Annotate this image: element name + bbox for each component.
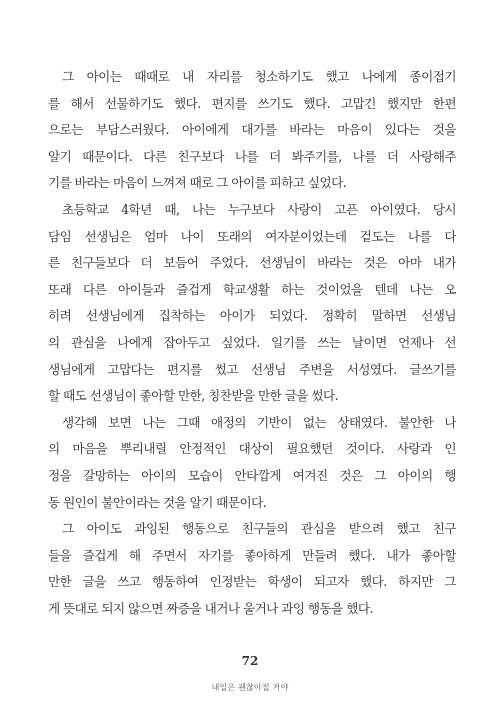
- text-line: 른 친구들보다 더 보듬어 주었다. 선생님이 바라는 것은 아마 내가: [48, 255, 456, 271]
- text-line: 정을 갈망하는 아이의 모습이 안타깝게 여겨진 것은 그 아이의 행: [48, 467, 456, 483]
- text-line: 그 아이도 과잉된 행동으로 친구들의 관심을 받으려 했고 친구: [62, 521, 456, 537]
- text-line: 생각해 보면 나는 그때 애정의 기반이 없는 상태였다. 불안한 나: [62, 414, 456, 430]
- text-line: 게 뜻대로 되지 않으면 짜증을 내거나 울거나 과잉 행동을 했다.: [48, 600, 373, 616]
- text-line: 그 아이는 때때로 내 자리를 청소하기도 했고 나에게 종이접기: [62, 69, 456, 84]
- text-line: 초등학교 4학년 때, 나는 누구보다 사랑이 고픈 아이였다. 당시: [62, 201, 456, 217]
- text-line: 만한 글을 쓰고 행동하여 인정받는 학생이 되고자 했다. 하지만 그: [48, 574, 456, 590]
- text-line: 또래 다른 아이들과 즐겁게 학교생활 하는 것이었을 텐데 나는 오: [48, 281, 456, 297]
- body-text: [48, 64, 456, 622]
- text-line: 기를 바라는 마음이 느껴져 때로 그 아이를 피하고 싶었다.: [48, 175, 347, 191]
- text-line: 담임 선생님은 엄마 나이 또래의 여자분이었는데 겉도는 나를 다: [48, 228, 456, 244]
- text-line: 알기 때문이다. 다른 친구보다 나를 더 봐주기를, 나를 더 사랑해주: [48, 148, 456, 164]
- text-line: 으로는 부담스러웠다. 아이에게 대가를 바라는 마음이 있다는 것을: [48, 122, 456, 138]
- text-line: 들을 즐겁게 해 주면서 자기를 좋아하게 만들려 했다. 내가 좋아할: [48, 547, 456, 563]
- text-line: 를 해서 선물하기도 했다. 편지를 쓰기도 했다. 고맙긴 했지만 한편: [48, 95, 456, 111]
- text-line: 의 관심을 나에게 잡아두고 싶었다. 일기를 쓰는 날이면 언제나 선: [48, 334, 456, 350]
- text-line: 동 원인이 불안이라는 것을 알기 때문이다.: [48, 494, 267, 510]
- text-line: 생님에게 고맙다는 편지를 썼고 선생님 주변을 서성였다. 글쓰기를: [48, 361, 456, 377]
- text-line: 히려 선생님에게 집착하는 아이가 되었다. 정확히 말하면 선생님: [48, 308, 456, 324]
- running-title: 내일은 괜찮아질 거야: [211, 683, 289, 692]
- text-line: 의 마음을 뿌리내릴 안정적인 대상이 필요했던 것이다. 사랑과 인: [48, 441, 456, 457]
- text-line: 할 때도 선생님이 좋아할 만한, 칭찬받을 만한 글을 썼다.: [48, 388, 339, 404]
- page-number: 72: [241, 654, 259, 668]
